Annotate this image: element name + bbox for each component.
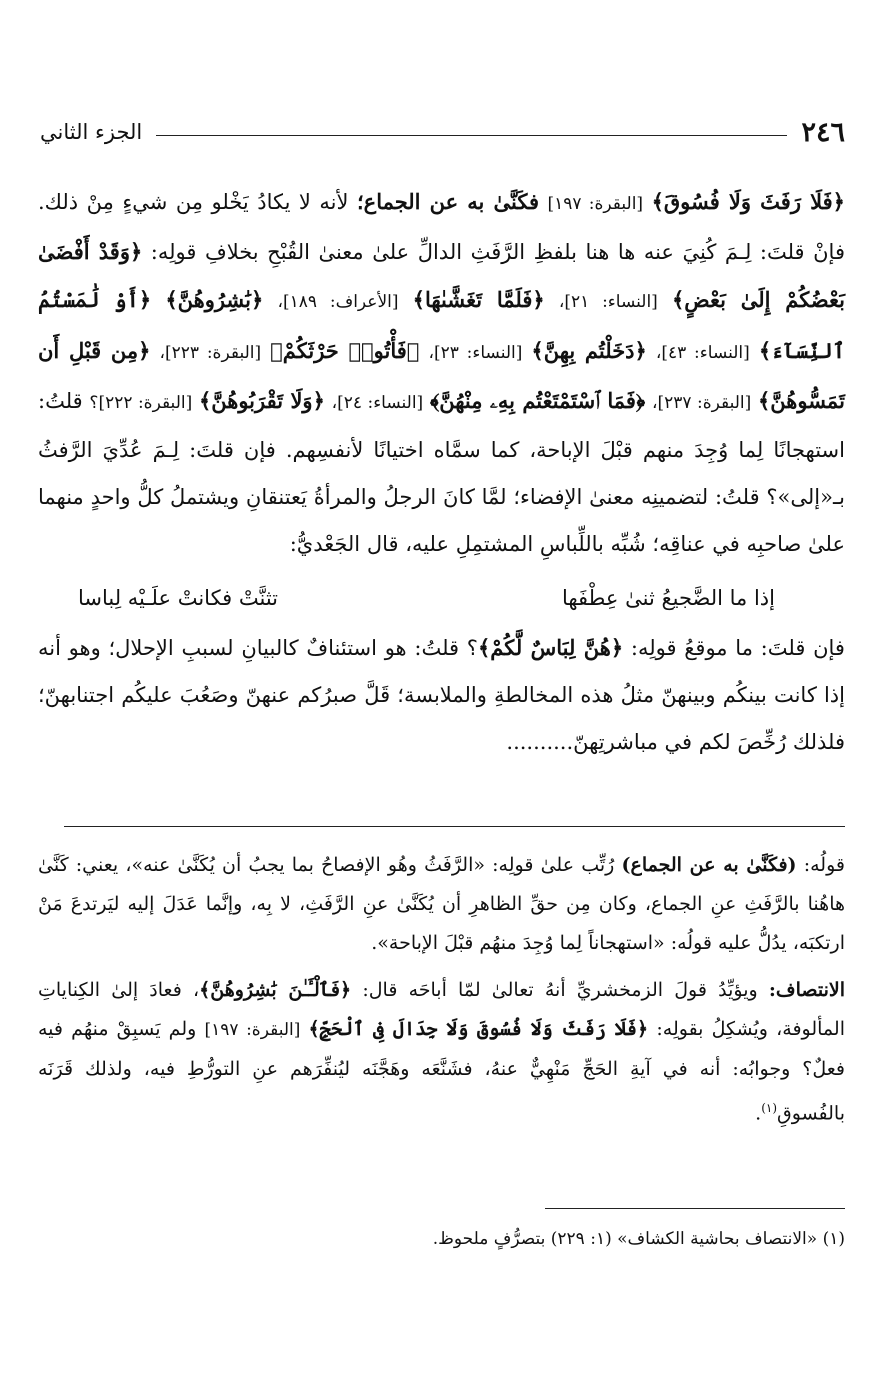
quran-quote: ﴿وَلَا تَقْرَبُوهُنَّ﴾ — [198, 387, 325, 413]
quran-quote: ﴿وَقَدْ أَفْضَىٰ بَعْضُكُمْ إِلَىٰ بَعْضٍ﴾ — [38, 239, 845, 313]
body-text: قلتُ: استهجانًا لِما وُجِدَ منهم قبْلَ الإباحة، كما سمَّاه اختيانًا لأنفسِهم. فإن قلتَ: لِـمَ عُدِّيَ الرَّفثُ بـ«إلى»؟ قلتُ: لتضمينِه معنىٰ الإفضاء؛ لمَّا كانَ الرجلُ والمرأةُ يَعتنقانِ ويشتملُ كلُّ واحدٍ منهما علىٰ صاحبِه في عناقِه؛ شُبِّه باللِّباسِ المشتمِلِ عليه، قال الجَعْديُّ: — [38, 388, 845, 557]
body-text: ، فعادَ إلىٰ الكِناياتِ المألوفة، ويُشكِلُ بقولِه: — [38, 979, 845, 1041]
quran-reference: [البقرة: ١٩٧] — [204, 1020, 301, 1041]
footnote-divider — [545, 1208, 845, 1209]
main-paragraph-1 — [38, 178, 845, 569]
quran-reference: [النساء: ٢١]، — [558, 292, 658, 313]
quran-reference: [البقرة: ٢٢٢]؟ — [89, 392, 193, 413]
body-text: فإن قلتَ: ما موقعُ قولِه: — [630, 635, 845, 660]
quran-reference: [النساء: ٤٣]، — [655, 342, 750, 363]
body-text: ؟ قلتُ: هو استئنافٌ كالبيانِ لسببِ الإحلال؛ وهو أنه إذا كانت بينكُم وبينهنّ مثلُ هذه المخالطةِ والملابسة؛ قَلَّ صبرُكم عنهنّ وصَعُبَ عليكُم اجتنابهنّ؛ فلذلك رُخِّصَ لكم في مباشرتِهنّ.......... — [38, 635, 845, 755]
poetry-verse — [38, 575, 845, 622]
body-text: ويؤيِّدُ قولَ الزمخشريِّ أنهُ تعالىٰ لمّا أباحَه قال: — [362, 979, 758, 1002]
sentence-end: . — [755, 1102, 762, 1125]
quran-quote: ﴿أَوْ لَٰمَسْتُمُ ٱلنِّسَآءَ﴾ — [38, 287, 845, 363]
commentary-paragraph-1 — [38, 846, 845, 962]
page-header — [40, 112, 845, 152]
running-head: الجزء الثاني — [40, 120, 143, 144]
commentary-lead: قولُه: — [803, 854, 845, 876]
quran-reference: [النساء: ٢٤]، — [331, 392, 424, 413]
quran-quote: ﴿فَٱلْـَٔـٰنَ بَٰشِرُوهُنَّ﴾ — [199, 979, 352, 1002]
quran-quote: ﴿مِن قَبْلِ أَن تَمَسُّوهُنَّ﴾ — [38, 337, 845, 413]
quran-reference: [البقرة: ٢٣٧]، — [651, 392, 752, 413]
body-text: لأنه لا يكادُ يَخْلو مِن شيءٍ مِنْ ذلك. فإنْ قلتَ: لِـمَ كُنِيَ عنه ها هنا بلفظِ الرَّفَثِ الدالِّ علىٰ معنىٰ القُبْحِ بخلافِ قولِه: — [38, 190, 845, 265]
verse-hemistich-1: إذا ما الضَّجيعُ ثنىٰ عِطْفَها — [561, 585, 775, 610]
quran-reference: [البقرة: ١٩٧] — [547, 194, 644, 214]
body-text: ولم يَسبِقْ منهُم فيه فعلٌ؟ وجوابُه: أنه في آيةِ الحَجِّ مَنْهِيٌّ عنهُ، فشَنَّعَه وهَجَّنَه ليُنفِّرَهم عنِ التورُّطِ فيه، ولذلك قَرَنَه بالفُسوقِ — [38, 1018, 845, 1125]
quran-reference: [النساء: ٢٣]، — [428, 342, 523, 363]
quran-reference: [البقرة: ٢٢٣]، — [159, 342, 262, 363]
quran-quote: ﴿فَمَا ٱسْتَمْتَعْتُم بِهِۦ مِنْهُنَّ﴾ — [429, 387, 646, 413]
quran-quote: ﴿فَلَا رَفَثَ وَلَا فُسُوقَ وَلَا جِدَالَ فِى ٱلْحَجِّ﴾ — [308, 1018, 649, 1041]
commentary-divider — [64, 826, 845, 827]
footnote: (١) «الانتصاف بحاشية الكشاف» (١: ٢٢٩) بتصرُّفٍ ملحوظ. — [432, 1229, 845, 1249]
main-paragraph-2 — [38, 624, 845, 767]
header-rule — [156, 135, 787, 136]
quran-quote: ﴿دَخَلْتُم بِهِنَّ﴾ — [531, 337, 647, 363]
quran-quote: ﴿بَٰشِرُوهُنَّ﴾ — [165, 287, 264, 313]
commentary-paragraph-2 — [38, 971, 845, 1133]
footnote-marker[interactable]: (١) — [761, 1100, 778, 1115]
bold-phrase: فكَنَّىٰ به عن الجماع؛ — [356, 189, 540, 214]
quran-quote: ﴿هُنَّ لِبَاسٌ لَّكُمْ﴾ — [477, 634, 624, 660]
quran-quote: ﴿فَلَا رَفَثَ وَلَا فُسُوقَ﴾ — [651, 189, 845, 214]
quran-quote: ﴿فَأْتُوا۟ حَرْثَكُمْ﴾ — [270, 337, 420, 363]
commentary-lead: الانتصاف: — [768, 979, 845, 1002]
verse-hemistich-2: تثنَّتْ فكانتْ علَـيْه لِباسا — [78, 585, 279, 610]
quran-reference: [الأعراف: ١٨٩]، — [277, 292, 399, 313]
bold-phrase: (فكَنَّىٰ به عن الجماع) — [621, 854, 797, 876]
quran-quote: ﴿فَلَمَّا تَغَشَّىٰهَا﴾ — [412, 287, 545, 313]
main-text — [38, 178, 845, 766]
commentary-text — [38, 846, 845, 1133]
page-number: ٢٤٦ — [801, 116, 845, 148]
body-text: رُتِّب علىٰ قولِه: «الرَّفَثُ وهُو الإفصاحُ بما يجبُ أن يُكَنَّىٰ عنه»، يعني: كَنَّىٰ هاهُنا بالرَّفَثِ عنِ الجماع، وكان مِن حقِّ الظاهرِ أن يُكَنَّىٰ عنِ الرَّفَثِ، لا بِه، وإنَّما عَدَلَ إليه ليَرتدعَ مَنْ ارتكبَه، يدُلُّ عليه قولُه: «استهجاناً لِما وُجِدَ منهُم قبْلَ الإباحة». — [38, 854, 845, 954]
